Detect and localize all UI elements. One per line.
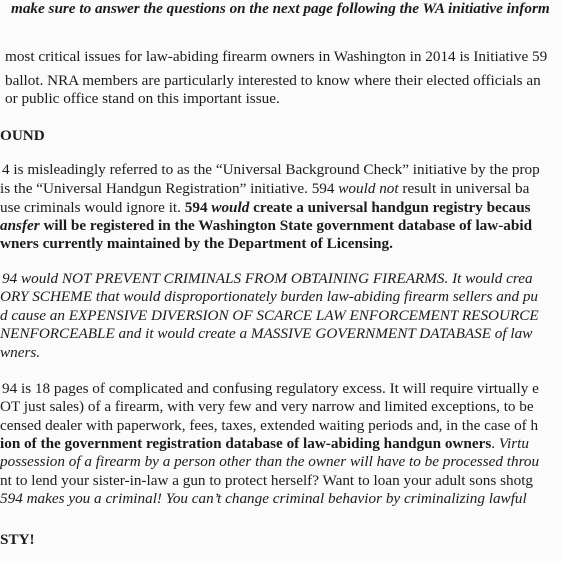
text-segment: .: [491, 435, 499, 452]
body-line: [2, 380, 539, 398]
text-segment: most critical issues for law-abiding firearm owners in Washington in 2014 is Initiative 59: [5, 48, 548, 65]
text-segment: NENFORCEABLE and it would create a MASSIVE GOVERNMENT DATABASE of law: [0, 325, 533, 342]
body-line: [0, 472, 533, 490]
text-segment: result in universal ba: [398, 180, 530, 197]
section-heading: [0, 127, 45, 145]
body-line: [0, 453, 539, 471]
body-line: [0, 217, 532, 235]
text-segment: ORY SCHEME that would disproportionately burden law-abiding firearm sellers and pu: [0, 288, 539, 305]
text-segment: create a universal handgun registry becaus: [249, 199, 531, 216]
body-line: [0, 199, 531, 217]
intro-line: [5, 72, 541, 90]
text-segment: possession of a firearm by a person other than the owner will have to be processed throu: [0, 453, 540, 470]
body-line: [0, 435, 529, 453]
body-line: [0, 417, 538, 435]
body-line: [2, 270, 533, 288]
intro-line: [5, 90, 280, 108]
text-segment: use criminals would ignore it.: [0, 199, 185, 216]
text-segment: d cause an EXPENSIVE DIVERSION OF SCARCE LAW ENFORCEMENT RESOURCE: [0, 307, 539, 324]
text-segment: or public office stand on this important issue.: [5, 90, 280, 107]
text-segment: will be registered in the Washington State government database of law-abid: [39, 217, 533, 234]
text-segment: Virtu: [498, 435, 529, 452]
body-line: [0, 180, 529, 198]
text-segment: make sure to answer the questions on the next page following the WA initiative inform: [11, 0, 550, 17]
text-segment: nt to lend your sister-in-law a gun to protect herself? Want to loan your adult sons shotg: [0, 472, 534, 489]
text-segment: 94 would NOT PREVENT CRIMINALS FROM OBTAINING FIREARMS. It would crea: [2, 270, 533, 287]
text-segment: ballot. NRA members are particularly interested to know where their elected officials an: [5, 72, 541, 89]
text-segment: censed dealer with paperwork, fees, taxes, extended waiting periods and, in the case of h: [0, 417, 539, 434]
body-line: [0, 398, 534, 416]
body-line: [2, 161, 540, 179]
text-segment: OUND: [0, 127, 45, 144]
text-segment: would not: [338, 180, 399, 197]
text-segment: wners.: [0, 344, 41, 361]
body-line: [0, 288, 538, 306]
text-segment: would: [211, 199, 250, 216]
body-line: [0, 235, 393, 253]
closing-heading: [0, 531, 35, 549]
text-segment: ansfer: [0, 217, 40, 234]
body-line: [0, 307, 539, 325]
text-segment: STY!: [0, 531, 35, 548]
body-line: [0, 325, 532, 343]
intro-line: [5, 48, 547, 66]
text-segment: ion of the government registration database of law-abiding handgun owners: [0, 435, 492, 452]
text-segment: 594: [184, 199, 212, 216]
text-segment: 4 is misleadingly referred to as the “Universal Background Check” initiative by the prop: [2, 161, 540, 178]
instruction-line: [11, 0, 550, 18]
body-line: [0, 344, 40, 362]
text-segment: is the “Universal Handgun Registration” initiative. 594: [0, 180, 339, 197]
text-segment: wners currently maintained by the Department of Licensing.: [0, 235, 393, 252]
text-segment: OT just sales) of a firearm, with very few and very narrow and limited exceptions, to be: [0, 398, 534, 415]
text-segment: 94 is 18 pages of complicated and confusing regulatory excess. It will require virtually e: [2, 380, 539, 397]
text-segment: 594 makes you a criminal! You can’t change criminal behavior by criminalizing lawful: [0, 490, 527, 507]
body-line: [0, 490, 527, 508]
